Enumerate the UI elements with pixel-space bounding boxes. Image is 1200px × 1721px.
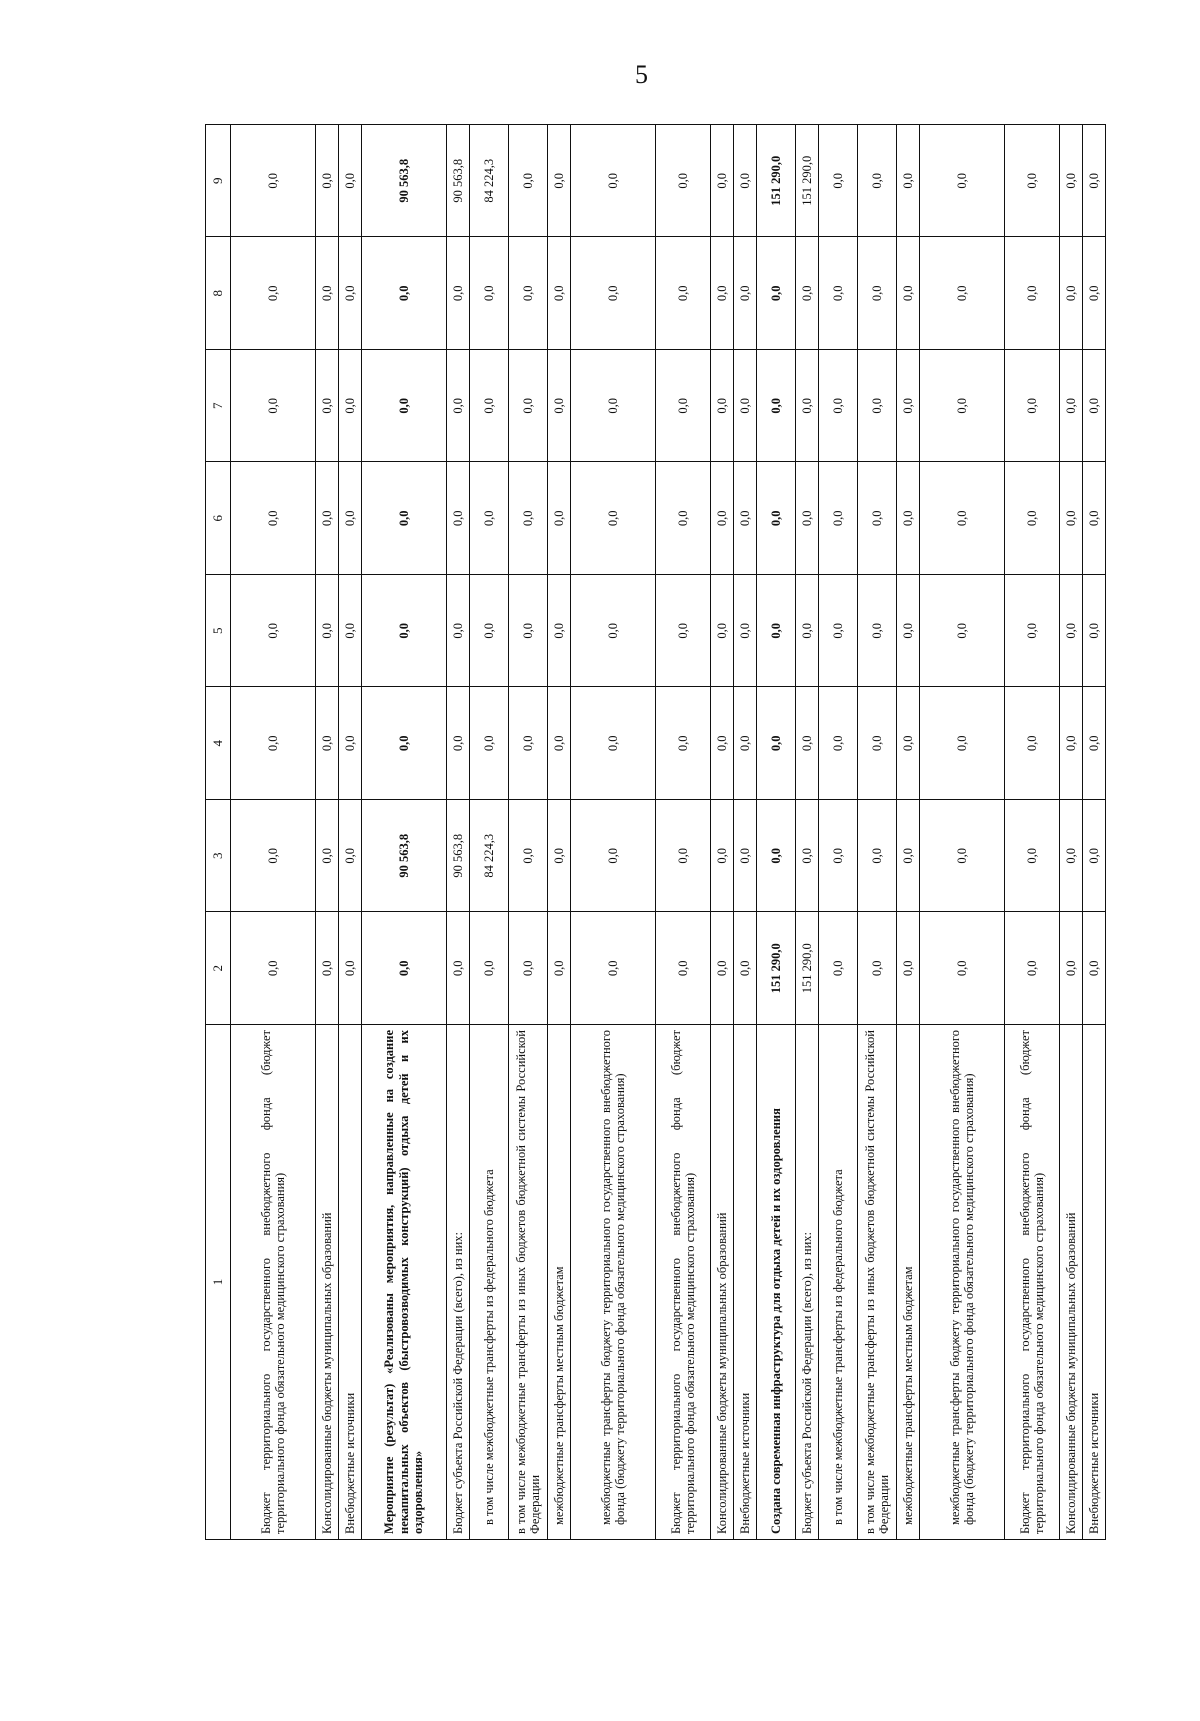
value-cell: 0,0 xyxy=(470,350,509,463)
column-header: 2 xyxy=(206,912,231,1025)
value-cell: 0,0 xyxy=(711,125,734,238)
value-cell: 0,0 xyxy=(231,462,316,575)
row-label: Бюджет субъекта Российской Федерации (всего), из них: xyxy=(447,1025,470,1540)
table-row xyxy=(571,125,656,1540)
value-cell: 0,0 xyxy=(656,462,711,575)
value-cell: 0,0 xyxy=(734,125,757,238)
value-cell: 0,0 xyxy=(656,125,711,238)
value-cell: 0,0 xyxy=(734,575,757,688)
table-row xyxy=(339,125,362,1540)
value-cell: 0,0 xyxy=(819,687,858,800)
row-label: Бюджет территориального государственного внебюджетного фонда (бюджет территориального фонда обязательного медицинского страхования) xyxy=(656,1025,711,1540)
value-cell: 0,0 xyxy=(548,125,571,238)
table-row xyxy=(548,125,571,1540)
table-row xyxy=(796,125,819,1540)
value-cell: 0,0 xyxy=(1060,350,1083,463)
value-cell: 0,0 xyxy=(858,237,897,350)
value-cell: 0,0 xyxy=(447,237,470,350)
page-number: 5 xyxy=(635,60,648,89)
value-cell: 0,0 xyxy=(920,687,1005,800)
value-cell: 0,0 xyxy=(897,125,920,238)
value-cell: 0,0 xyxy=(897,350,920,463)
value-cell: 0,0 xyxy=(447,575,470,688)
value-cell: 0,0 xyxy=(362,575,447,688)
value-cell: 0,0 xyxy=(858,912,897,1025)
value-cell: 0,0 xyxy=(509,350,548,463)
value-cell: 0,0 xyxy=(339,237,362,350)
row-label: Внебюджетные источники xyxy=(339,1025,362,1540)
budget-table-container xyxy=(205,125,1101,1540)
value-cell: 0,0 xyxy=(858,462,897,575)
value-cell: 0,0 xyxy=(339,575,362,688)
value-cell: 0,0 xyxy=(362,350,447,463)
table-row xyxy=(362,125,447,1540)
value-cell: 0,0 xyxy=(1060,462,1083,575)
value-cell: 0,0 xyxy=(796,350,819,463)
value-cell: 0,0 xyxy=(362,237,447,350)
row-label: Создана современная инфраструктура для отдыха детей и их оздоровления xyxy=(757,1025,796,1540)
value-cell: 0,0 xyxy=(656,350,711,463)
table-row xyxy=(1060,125,1083,1540)
value-cell: 0,0 xyxy=(1060,237,1083,350)
value-cell: 0,0 xyxy=(711,575,734,688)
value-cell: 0,0 xyxy=(920,125,1005,238)
value-cell: 0,0 xyxy=(548,800,571,913)
value-cell: 0,0 xyxy=(316,912,339,1025)
value-cell: 0,0 xyxy=(897,912,920,1025)
table-row xyxy=(447,125,470,1540)
value-cell: 84 224,3 xyxy=(470,125,509,238)
column-header: 1 xyxy=(206,1025,231,1540)
table-row xyxy=(920,125,1005,1540)
value-cell: 90 563,8 xyxy=(447,800,470,913)
value-cell: 0,0 xyxy=(1005,350,1060,463)
value-cell: 0,0 xyxy=(858,575,897,688)
value-cell: 0,0 xyxy=(734,800,757,913)
value-cell: 0,0 xyxy=(548,237,571,350)
value-cell: 0,0 xyxy=(920,462,1005,575)
value-cell: 0,0 xyxy=(819,350,858,463)
value-cell: 0,0 xyxy=(339,912,362,1025)
row-label: в том числе межбюджетные трансферты из иных бюджетов бюджетной системы Российской Федерации xyxy=(858,1025,897,1540)
value-cell: 0,0 xyxy=(920,575,1005,688)
value-cell: 0,0 xyxy=(1005,575,1060,688)
value-cell: 0,0 xyxy=(757,687,796,800)
value-cell: 0,0 xyxy=(734,462,757,575)
value-cell: 0,0 xyxy=(447,350,470,463)
value-cell: 0,0 xyxy=(548,462,571,575)
value-cell: 0,0 xyxy=(571,237,656,350)
value-cell: 0,0 xyxy=(858,125,897,238)
value-cell: 0,0 xyxy=(1005,687,1060,800)
value-cell: 0,0 xyxy=(897,575,920,688)
value-cell: 0,0 xyxy=(316,125,339,238)
value-cell: 0,0 xyxy=(339,125,362,238)
value-cell: 0,0 xyxy=(819,575,858,688)
value-cell: 0,0 xyxy=(796,687,819,800)
row-label: Бюджет территориального государственного внебюджетного фонда (бюджет территориального фонда обязательного медицинского страхования) xyxy=(231,1025,316,1540)
value-cell: 0,0 xyxy=(1005,462,1060,575)
value-cell: 0,0 xyxy=(231,350,316,463)
value-cell: 0,0 xyxy=(1083,800,1106,913)
value-cell: 0,0 xyxy=(509,687,548,800)
value-cell: 0,0 xyxy=(339,462,362,575)
column-header: 4 xyxy=(206,687,231,800)
value-cell: 0,0 xyxy=(711,687,734,800)
value-cell: 0,0 xyxy=(470,237,509,350)
value-cell: 0,0 xyxy=(548,575,571,688)
value-cell: 0,0 xyxy=(734,350,757,463)
value-cell: 0,0 xyxy=(509,462,548,575)
value-cell: 0,0 xyxy=(571,912,656,1025)
value-cell: 0,0 xyxy=(711,350,734,463)
value-cell: 0,0 xyxy=(757,800,796,913)
value-cell: 0,0 xyxy=(1060,912,1083,1025)
table-row xyxy=(734,125,757,1540)
value-cell: 0,0 xyxy=(339,687,362,800)
value-cell: 0,0 xyxy=(1060,125,1083,238)
value-cell: 0,0 xyxy=(447,462,470,575)
row-label: Бюджет территориального государственного внебюджетного фонда (бюджет территориального фонда обязательного медицинского страхования) xyxy=(1005,1025,1060,1540)
value-cell: 0,0 xyxy=(470,462,509,575)
value-cell: 0,0 xyxy=(316,350,339,463)
value-cell: 0,0 xyxy=(796,462,819,575)
value-cell: 0,0 xyxy=(858,350,897,463)
value-cell: 0,0 xyxy=(316,575,339,688)
value-cell: 90 563,8 xyxy=(447,125,470,238)
value-cell: 0,0 xyxy=(796,800,819,913)
table-row xyxy=(231,125,316,1540)
value-cell: 0,0 xyxy=(734,912,757,1025)
value-cell: 0,0 xyxy=(1005,237,1060,350)
row-label: межбюджетные трансферты бюджету территориального государственного внебюджетного фонда (бюджету территориального фонда обязательного медицинского страхования) xyxy=(571,1025,656,1540)
value-cell: 0,0 xyxy=(571,800,656,913)
value-cell: 0,0 xyxy=(571,350,656,463)
value-cell: 0,0 xyxy=(819,800,858,913)
value-cell: 0,0 xyxy=(548,687,571,800)
value-cell: 0,0 xyxy=(509,912,548,1025)
value-cell: 0,0 xyxy=(1083,462,1106,575)
value-cell: 0,0 xyxy=(1083,687,1106,800)
value-cell: 0,0 xyxy=(757,237,796,350)
value-cell: 0,0 xyxy=(316,800,339,913)
table-row xyxy=(757,125,796,1540)
value-cell: 0,0 xyxy=(1083,912,1106,1025)
column-header: 8 xyxy=(206,237,231,350)
value-cell: 0,0 xyxy=(920,912,1005,1025)
value-cell: 0,0 xyxy=(571,687,656,800)
row-label: межбюджетные трансферты местным бюджетам xyxy=(897,1025,920,1540)
value-cell: 0,0 xyxy=(897,687,920,800)
value-cell: 0,0 xyxy=(1083,125,1106,238)
table-row xyxy=(711,125,734,1540)
value-cell: 0,0 xyxy=(231,800,316,913)
table-row xyxy=(897,125,920,1540)
value-cell: 0,0 xyxy=(231,687,316,800)
value-cell: 0,0 xyxy=(470,687,509,800)
value-cell: 0,0 xyxy=(470,912,509,1025)
value-cell: 0,0 xyxy=(711,237,734,350)
table-row xyxy=(316,125,339,1540)
value-cell: 0,0 xyxy=(571,575,656,688)
table-row xyxy=(1083,125,1106,1540)
value-cell: 0,0 xyxy=(757,350,796,463)
value-cell: 0,0 xyxy=(897,237,920,350)
value-cell: 0,0 xyxy=(656,687,711,800)
value-cell: 0,0 xyxy=(316,687,339,800)
value-cell: 0,0 xyxy=(1083,237,1106,350)
value-cell: 0,0 xyxy=(711,912,734,1025)
value-cell: 0,0 xyxy=(819,237,858,350)
value-cell: 0,0 xyxy=(362,912,447,1025)
value-cell: 0,0 xyxy=(231,125,316,238)
value-cell: 151 290,0 xyxy=(757,125,796,238)
value-cell: 0,0 xyxy=(897,462,920,575)
value-cell: 0,0 xyxy=(1005,125,1060,238)
budget-table xyxy=(205,124,1106,1540)
value-cell: 0,0 xyxy=(656,800,711,913)
value-cell: 0,0 xyxy=(858,687,897,800)
value-cell: 0,0 xyxy=(1005,912,1060,1025)
row-label: Внебюджетные источники xyxy=(1083,1025,1106,1540)
table-row xyxy=(470,125,509,1540)
value-cell: 0,0 xyxy=(858,800,897,913)
value-cell: 0,0 xyxy=(571,125,656,238)
row-label: межбюджетные трансферты местным бюджетам xyxy=(548,1025,571,1540)
value-cell: 0,0 xyxy=(920,350,1005,463)
table-row xyxy=(656,125,711,1540)
value-cell: 0,0 xyxy=(897,800,920,913)
table-row xyxy=(858,125,897,1540)
value-cell: 0,0 xyxy=(509,237,548,350)
value-cell: 0,0 xyxy=(920,800,1005,913)
row-label: в том числе межбюджетные трансферты из иных бюджетов бюджетной системы Российской Федерации xyxy=(509,1025,548,1540)
value-cell: 0,0 xyxy=(339,800,362,913)
value-cell: 0,0 xyxy=(656,912,711,1025)
value-cell: 0,0 xyxy=(819,462,858,575)
column-header: 9 xyxy=(206,125,231,238)
row-label: Бюджет субъекта Российской Федерации (всего), из них: xyxy=(796,1025,819,1540)
value-cell: 0,0 xyxy=(656,575,711,688)
row-label: Консолидированные бюджеты муниципальных образований xyxy=(711,1025,734,1540)
value-cell: 0,0 xyxy=(1060,800,1083,913)
value-cell: 0,0 xyxy=(447,912,470,1025)
header-row xyxy=(206,125,231,1540)
table-body xyxy=(231,125,1106,1540)
column-header: 5 xyxy=(206,575,231,688)
value-cell: 0,0 xyxy=(231,912,316,1025)
value-cell: 0,0 xyxy=(316,237,339,350)
value-cell: 0,0 xyxy=(548,912,571,1025)
value-cell: 0,0 xyxy=(548,350,571,463)
value-cell: 0,0 xyxy=(231,237,316,350)
value-cell: 0,0 xyxy=(734,237,757,350)
value-cell: 0,0 xyxy=(316,462,339,575)
value-cell: 90 563,8 xyxy=(362,800,447,913)
value-cell: 0,0 xyxy=(571,462,656,575)
value-cell: 0,0 xyxy=(509,575,548,688)
row-label: межбюджетные трансферты бюджету территориального государственного внебюджетного фонда (бюджету территориального фонда обязательного медицинского страхования) xyxy=(920,1025,1005,1540)
value-cell: 151 290,0 xyxy=(757,912,796,1025)
value-cell: 0,0 xyxy=(1083,575,1106,688)
value-cell: 0,0 xyxy=(711,800,734,913)
value-cell: 0,0 xyxy=(1060,687,1083,800)
value-cell: 0,0 xyxy=(1083,350,1106,463)
value-cell: 90 563,8 xyxy=(362,125,447,238)
value-cell: 0,0 xyxy=(819,125,858,238)
row-label: Внебюджетные источники xyxy=(734,1025,757,1540)
value-cell: 0,0 xyxy=(734,687,757,800)
column-header: 3 xyxy=(206,800,231,913)
value-cell: 0,0 xyxy=(920,237,1005,350)
row-label: Консолидированные бюджеты муниципальных образований xyxy=(316,1025,339,1540)
value-cell: 0,0 xyxy=(231,575,316,688)
value-cell: 0,0 xyxy=(362,462,447,575)
table-row xyxy=(1005,125,1060,1540)
value-cell: 84 224,3 xyxy=(470,800,509,913)
value-cell: 0,0 xyxy=(711,462,734,575)
value-cell: 0,0 xyxy=(339,350,362,463)
value-cell: 0,0 xyxy=(757,575,796,688)
value-cell: 0,0 xyxy=(509,800,548,913)
row-label: в том числе межбюджетные трансферты из федерального бюджета xyxy=(819,1025,858,1540)
value-cell: 0,0 xyxy=(1005,800,1060,913)
row-label: Консолидированные бюджеты муниципальных образований xyxy=(1060,1025,1083,1540)
value-cell: 0,0 xyxy=(757,462,796,575)
table-row xyxy=(509,125,548,1540)
value-cell: 151 290,0 xyxy=(796,912,819,1025)
row-label: в том числе межбюджетные трансферты из федерального бюджета xyxy=(470,1025,509,1540)
value-cell: 0,0 xyxy=(796,237,819,350)
value-cell: 0,0 xyxy=(470,575,509,688)
value-cell: 0,0 xyxy=(1060,575,1083,688)
column-header: 7 xyxy=(206,350,231,463)
column-header: 6 xyxy=(206,462,231,575)
row-label: Мероприятие (результат) «Реализованы мероприятия, направленные на создание некапитальных объектов (быстровозводимых конструкций) отдыха детей и их оздоровления» xyxy=(362,1025,447,1540)
value-cell: 0,0 xyxy=(796,575,819,688)
value-cell: 0,0 xyxy=(447,687,470,800)
value-cell: 0,0 xyxy=(509,125,548,238)
value-cell: 0,0 xyxy=(362,687,447,800)
value-cell: 0,0 xyxy=(819,912,858,1025)
value-cell: 0,0 xyxy=(656,237,711,350)
value-cell: 151 290,0 xyxy=(796,125,819,238)
table-row xyxy=(819,125,858,1540)
